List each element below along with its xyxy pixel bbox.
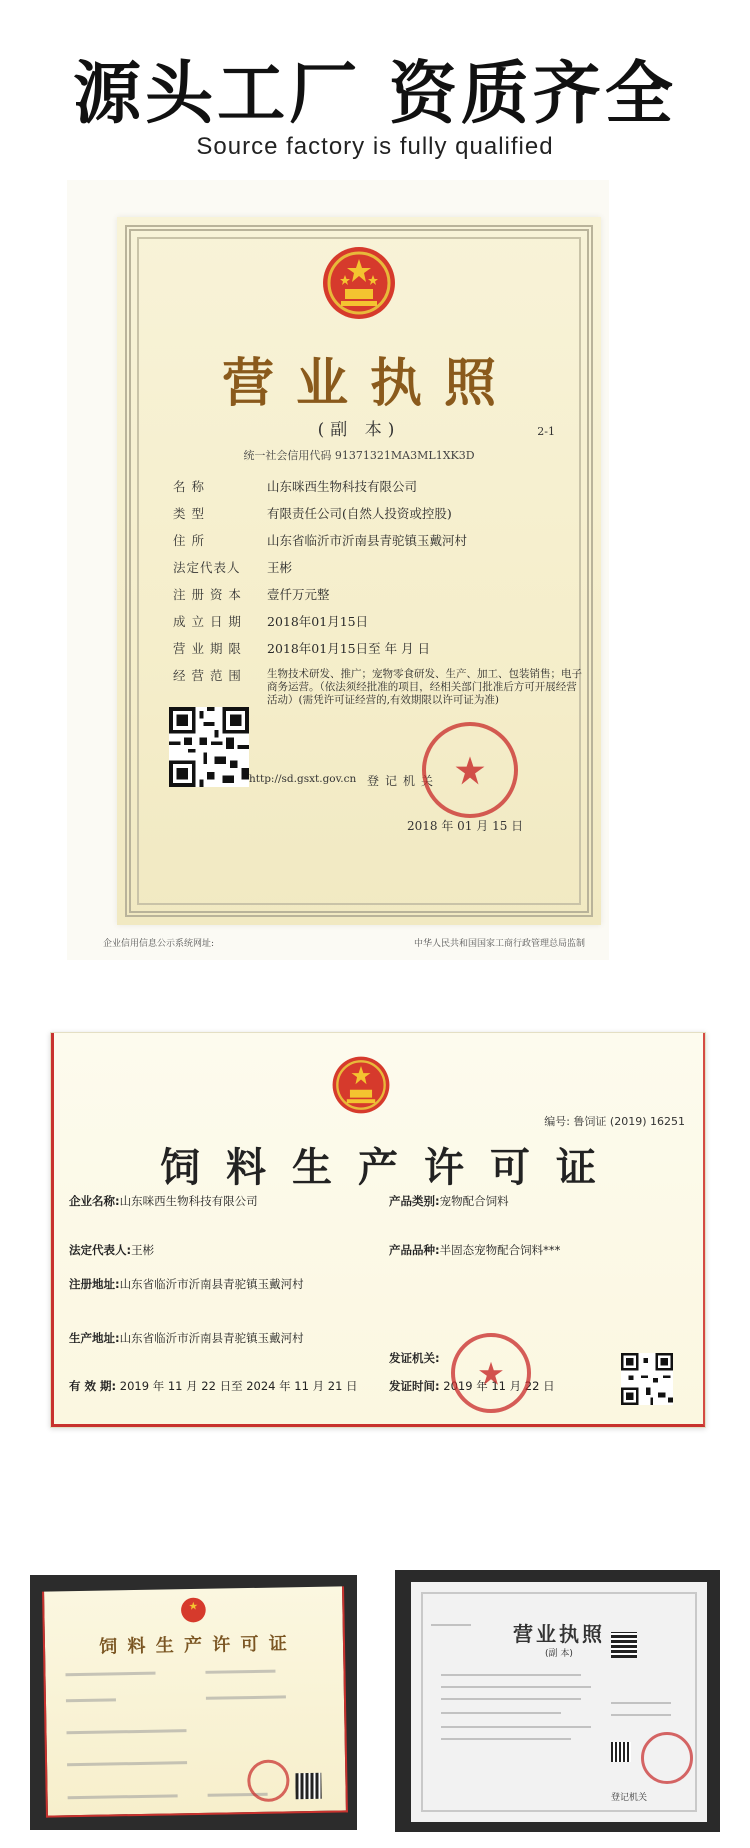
qr-code-icon: [169, 707, 249, 787]
field-key: 营 业 期 限: [173, 641, 242, 656]
text-line: [441, 1698, 581, 1700]
license-field-row: [173, 614, 583, 630]
text-line: [68, 1794, 178, 1799]
text-line: [441, 1726, 591, 1728]
field-key: 成 立 日 期: [173, 614, 242, 629]
feed-license-image: [50, 1032, 706, 1428]
credit-code: 统一社会信用代码 91371321MA3ML1XK3D: [243, 449, 475, 462]
qr-code-icon: [611, 1632, 637, 1658]
text-line: [205, 1670, 275, 1674]
field-value: 壹仟万元整: [267, 587, 330, 602]
field-value: 王彬: [267, 560, 293, 575]
company-row: [69, 1193, 258, 1209]
field-value: 2018年01月15日: [267, 614, 369, 629]
company-value: 山东咪西生物科技有限公司: [119, 1194, 258, 1208]
business-license-image: [67, 180, 609, 960]
validity-value: 2019 年 11 月 22 日至 2024 年 11 月 21 日: [119, 1379, 358, 1393]
license-footer-left: 企业信用信息公示系统网址:: [103, 939, 215, 949]
prod-address-label: 生产地址:: [69, 1331, 120, 1345]
variety-value: 半固态宠物配合饲料***: [439, 1243, 561, 1257]
issuer-label: 发证机关:: [389, 1351, 440, 1365]
license-field-row: [173, 560, 583, 576]
thumbnail-title: 营业执照: [513, 1622, 605, 1646]
license-field-row: [173, 479, 583, 495]
text-line: [66, 1729, 186, 1734]
field-key: 类 型: [173, 506, 205, 521]
validity-label: 有 效 期:: [69, 1379, 117, 1393]
business-license-thumbnail: [395, 1570, 720, 1832]
prod-address-row: [69, 1330, 304, 1346]
text-line: [65, 1672, 155, 1677]
license-field-row: [173, 533, 583, 549]
variety-label: 产品品种:: [389, 1243, 440, 1257]
field-key: 法定代表人: [173, 560, 241, 575]
prod-address-value: 山东省临沂市沂南县青驼镇玉戴河村: [119, 1331, 304, 1345]
field-key: 住 所: [173, 533, 205, 548]
legal-rep-row: [69, 1242, 154, 1258]
text-line: [611, 1714, 671, 1716]
legal-rep-value: 王彬: [131, 1243, 155, 1257]
issue-time-value: 2019 年 11 月 22 日: [443, 1379, 555, 1393]
text-line: [431, 1624, 471, 1626]
license-url: http://sd.gsxt.gov.cn: [249, 773, 357, 785]
field-key: 名 称: [173, 479, 205, 494]
text-line: [441, 1686, 591, 1688]
field-key: 注 册 资 本: [173, 587, 242, 602]
legal-rep-label: 法定代表人:: [69, 1243, 132, 1257]
issue-time-label: 发证时间:: [389, 1379, 440, 1393]
thumbnail-title: 饲 料 生 产 许 可 证: [99, 1633, 289, 1658]
license-footer-right: 中华人民共和国国家工商行政管理总局监制: [413, 939, 585, 949]
field-value: 山东咪西生物科技有限公司: [267, 479, 418, 494]
license-field-row: [173, 641, 583, 657]
text-line: [206, 1695, 286, 1699]
national-emblem-icon: [180, 1597, 206, 1623]
feed-license-title: 饲料生产许可证: [160, 1145, 622, 1191]
qr-code-icon: [621, 1353, 673, 1405]
qr-code-icon: [295, 1773, 321, 1799]
category-value: 宠物配合饲料: [439, 1194, 509, 1208]
license-title: 营业执照: [221, 353, 518, 414]
field-value: 山东省临沂市沂南县青驼镇玉戴河村: [267, 533, 468, 548]
issuer-row: [389, 1350, 440, 1366]
official-seal-icon: [422, 722, 518, 818]
thumbnail-authority: 登记机关: [611, 1793, 648, 1803]
text-line: [67, 1761, 187, 1766]
feed-license-number: 编号: 鲁饲证 (2019) 16251: [544, 1115, 685, 1128]
reg-address-row: [69, 1276, 304, 1292]
field-value: 生物技术研发、推广；宠物零食研发、生产、加工、包装销售；电子商务运营。（依法须经批准的项目，经相关部门批准后方可开展经营活动）(需凭许可证经营的,有效期限以许可证为准): [267, 668, 582, 706]
license-field-row: [173, 506, 583, 522]
field-value: 有限责任公司(自然人投资或控股): [267, 506, 452, 521]
field-value: 2018年01月15日至 年 月 日: [267, 641, 431, 656]
official-seal-icon: [641, 1732, 693, 1784]
validity-row: [69, 1378, 358, 1394]
feed-license-thumbnail: [30, 1575, 357, 1830]
text-line: [441, 1712, 561, 1714]
company-label: 企业名称:: [69, 1194, 120, 1208]
variety-row: [389, 1242, 560, 1258]
text-line: [441, 1674, 581, 1676]
license-field-row: [173, 587, 583, 603]
reg-address-value: 山东省临沂市沂南县青驼镇玉戴河村: [119, 1277, 304, 1291]
official-seal-icon: [247, 1759, 290, 1802]
thumbnail-copy-label: (副 本): [545, 1649, 573, 1659]
text-line: [441, 1738, 571, 1740]
license-field-row: [173, 668, 583, 707]
registration-authority: 登记机关: [367, 774, 440, 788]
national-emblem-icon: [321, 245, 397, 321]
license-fields: [173, 479, 583, 718]
business-license-paper: [117, 217, 601, 925]
license-page-number: 2-1: [537, 425, 555, 438]
official-seal-icon: [451, 1333, 531, 1413]
qr-code-icon: [611, 1742, 631, 1762]
thumbnail-paper: [411, 1582, 707, 1822]
page-title: 源头工厂 资质齐全: [73, 55, 677, 134]
page-subtitle: Source factory is fully qualified: [196, 133, 554, 160]
field-key: 经 营 范 围: [173, 668, 242, 683]
category-row: [389, 1193, 509, 1209]
reg-address-label: 注册地址:: [69, 1277, 120, 1291]
license-copy-label: (副 本): [317, 420, 401, 440]
thumbnail-paper: [42, 1586, 348, 1817]
text-line: [611, 1702, 671, 1704]
category-label: 产品类别:: [389, 1194, 440, 1208]
license-date: 2018 年 01 月 15 日: [407, 819, 524, 833]
national-emblem-icon: [331, 1055, 391, 1115]
text-line: [66, 1698, 116, 1702]
